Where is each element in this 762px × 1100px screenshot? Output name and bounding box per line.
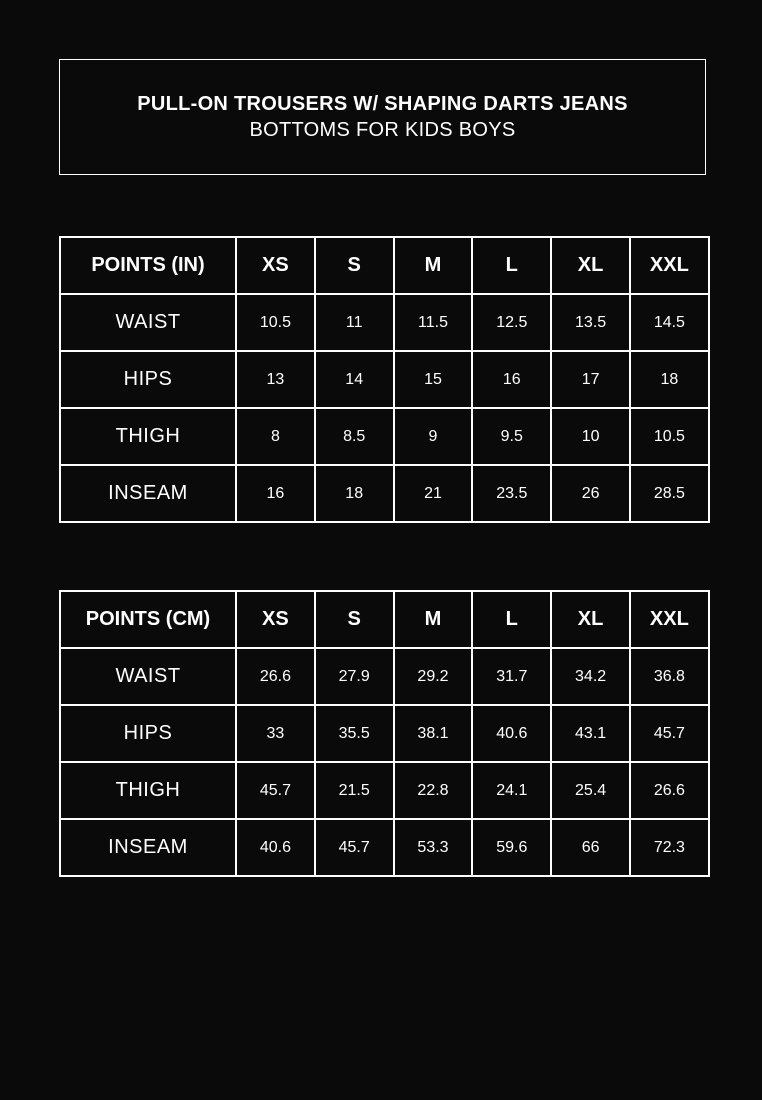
value-cell: 31.7 bbox=[472, 648, 551, 705]
row-label: WAIST bbox=[60, 648, 236, 705]
value-cell: 16 bbox=[236, 465, 315, 522]
value-cell: 10.5 bbox=[630, 408, 709, 465]
value-cell: 45.7 bbox=[315, 819, 394, 876]
value-cell: 11.5 bbox=[394, 294, 473, 351]
value-cell: 45.7 bbox=[236, 762, 315, 819]
header-cell: XL bbox=[551, 237, 630, 294]
table-row bbox=[60, 294, 709, 351]
header-cell: L bbox=[472, 237, 551, 294]
value-cell: 15 bbox=[394, 351, 473, 408]
row-label: HIPS bbox=[60, 351, 236, 408]
value-cell: 10 bbox=[551, 408, 630, 465]
value-cell: 59.6 bbox=[472, 819, 551, 876]
value-cell: 10.5 bbox=[236, 294, 315, 351]
value-cell: 18 bbox=[630, 351, 709, 408]
value-cell: 25.4 bbox=[551, 762, 630, 819]
table-row bbox=[60, 408, 709, 465]
header-cell: S bbox=[315, 237, 394, 294]
size-table-inches bbox=[59, 236, 710, 523]
value-cell: 22.8 bbox=[394, 762, 473, 819]
header-cell: L bbox=[472, 591, 551, 648]
value-cell: 53.3 bbox=[394, 819, 473, 876]
page-subtitle: BOTTOMS FOR KIDS BOYS bbox=[249, 119, 516, 141]
header-cell: XL bbox=[551, 591, 630, 648]
row-label: THIGH bbox=[60, 762, 236, 819]
value-cell: 23.5 bbox=[472, 465, 551, 522]
value-cell: 26.6 bbox=[236, 648, 315, 705]
value-cell: 8 bbox=[236, 408, 315, 465]
value-cell: 35.5 bbox=[315, 705, 394, 762]
header-cell: M bbox=[394, 237, 473, 294]
header-cell: XXL bbox=[630, 237, 709, 294]
table-row bbox=[60, 648, 709, 705]
row-label: INSEAM bbox=[60, 465, 236, 522]
value-cell: 21 bbox=[394, 465, 473, 522]
header-cell: XS bbox=[236, 237, 315, 294]
value-cell: 16 bbox=[472, 351, 551, 408]
table-row bbox=[60, 465, 709, 522]
header-cell: XXL bbox=[630, 591, 709, 648]
table-header-row bbox=[60, 591, 709, 648]
header-cell: S bbox=[315, 591, 394, 648]
value-cell: 40.6 bbox=[236, 819, 315, 876]
value-cell: 14 bbox=[315, 351, 394, 408]
row-label: INSEAM bbox=[60, 819, 236, 876]
value-cell: 11 bbox=[315, 294, 394, 351]
header-cell: POINTS (IN) bbox=[60, 237, 236, 294]
size-table-centimeters bbox=[59, 590, 710, 877]
value-cell: 13.5 bbox=[551, 294, 630, 351]
header-cell: XS bbox=[236, 591, 315, 648]
table-row bbox=[60, 819, 709, 876]
value-cell: 43.1 bbox=[551, 705, 630, 762]
value-cell: 66 bbox=[551, 819, 630, 876]
header-cell: M bbox=[394, 591, 473, 648]
value-cell: 40.6 bbox=[472, 705, 551, 762]
value-cell: 17 bbox=[551, 351, 630, 408]
value-cell: 8.5 bbox=[315, 408, 394, 465]
value-cell: 29.2 bbox=[394, 648, 473, 705]
row-label: THIGH bbox=[60, 408, 236, 465]
value-cell: 12.5 bbox=[472, 294, 551, 351]
value-cell: 14.5 bbox=[630, 294, 709, 351]
value-cell: 13 bbox=[236, 351, 315, 408]
table-row bbox=[60, 762, 709, 819]
value-cell: 28.5 bbox=[630, 465, 709, 522]
value-cell: 45.7 bbox=[630, 705, 709, 762]
header-cell: POINTS (CM) bbox=[60, 591, 236, 648]
value-cell: 72.3 bbox=[630, 819, 709, 876]
value-cell: 34.2 bbox=[551, 648, 630, 705]
value-cell: 36.8 bbox=[630, 648, 709, 705]
page-title: PULL-ON TROUSERS W/ SHAPING DARTS JEANS bbox=[137, 93, 628, 115]
value-cell: 24.1 bbox=[472, 762, 551, 819]
row-label: WAIST bbox=[60, 294, 236, 351]
table-row bbox=[60, 351, 709, 408]
value-cell: 18 bbox=[315, 465, 394, 522]
table-header-row bbox=[60, 237, 709, 294]
value-cell: 9 bbox=[394, 408, 473, 465]
table-row bbox=[60, 705, 709, 762]
value-cell: 26.6 bbox=[630, 762, 709, 819]
value-cell: 21.5 bbox=[315, 762, 394, 819]
row-label: HIPS bbox=[60, 705, 236, 762]
value-cell: 27.9 bbox=[315, 648, 394, 705]
value-cell: 33 bbox=[236, 705, 315, 762]
value-cell: 9.5 bbox=[472, 408, 551, 465]
title-box bbox=[59, 59, 706, 175]
value-cell: 38.1 bbox=[394, 705, 473, 762]
value-cell: 26 bbox=[551, 465, 630, 522]
